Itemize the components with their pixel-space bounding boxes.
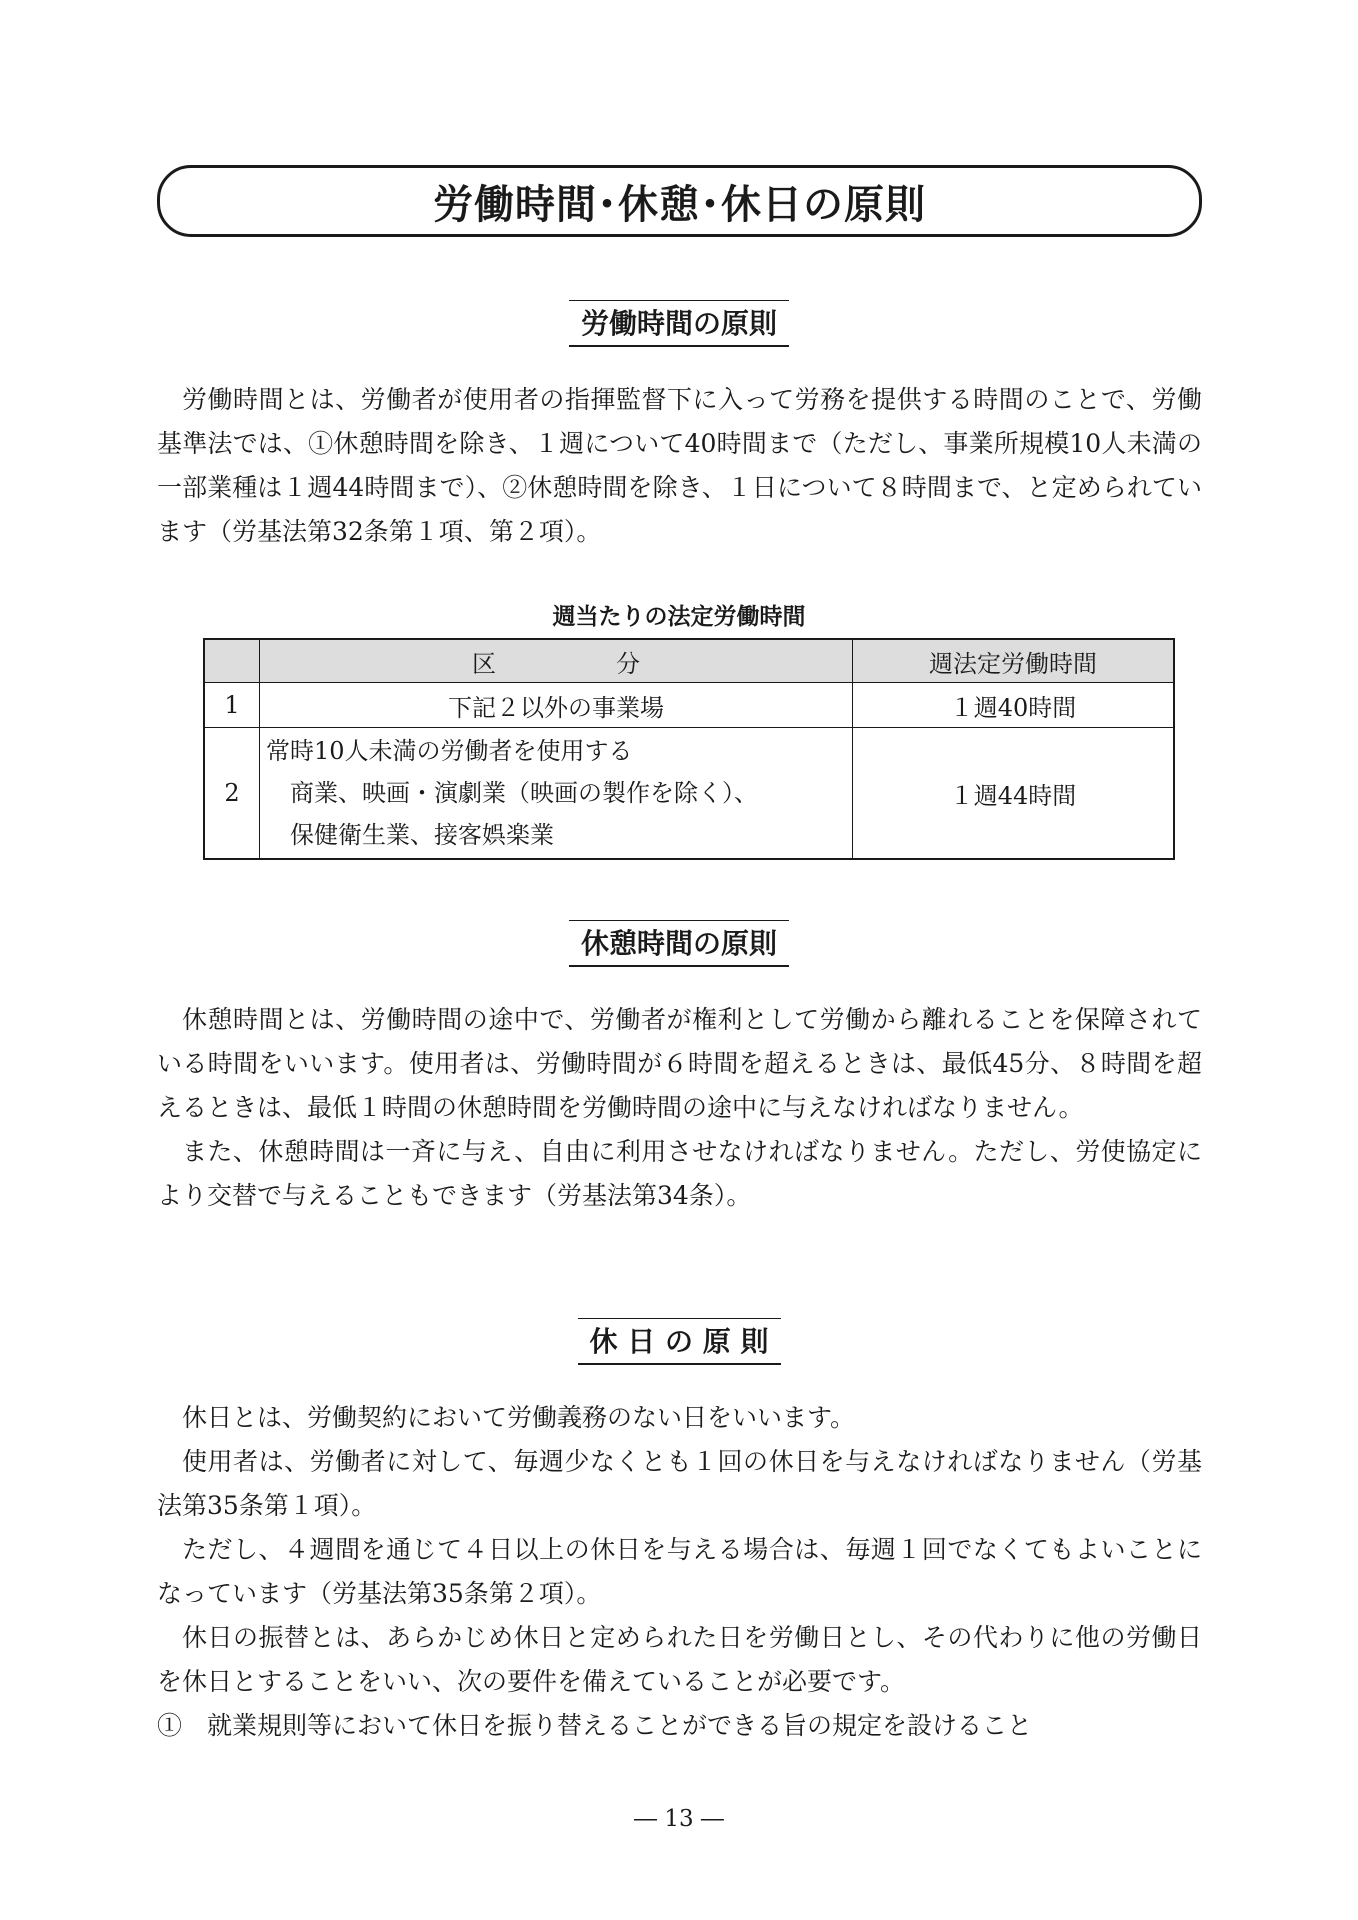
rest-paragraph: また、休憩時間は一斉に与え、自由に利用させなければなりません。ただし、労使協定により交替で与えることもできます（労基法第34条）。 <box>157 1137 1202 1210</box>
working-hours-paragraph: 労働時間とは、労働者が使用者の指揮監督下に入って労務を提供する時間のことで、労働基準法では、①休憩時間を除き、１週について40時間まで（ただし、事業所規模10人未満の一部業種は１週44時間まで）、②休憩時間を除き、１日について８時間まで、と定められています（労基法第32条第１項、第２項）。 <box>157 385 1202 546</box>
holidays-paragraph: 休日の振替とは、あらかじめ休日と定められた日を労働日とし、その代わりに他の労働日を休日とすることをいい、次の要件を備えていることが必要です。 <box>157 1623 1202 1696</box>
section-heading-rest <box>0 920 1358 967</box>
table-cell-num: 1 <box>204 683 260 728</box>
page-title: 労働時間･休憩･休日の原則 <box>433 181 926 228</box>
rest-body <box>157 998 1202 1218</box>
working-hours-body <box>157 378 1202 554</box>
table-header-hours: 週法定労働時間 <box>853 639 1175 683</box>
table-row <box>204 728 1174 860</box>
section-heading-holidays-text: 休 日 の 原 則 <box>578 1318 781 1365</box>
table-header-category: 区 分 <box>260 639 853 683</box>
section-heading-working-hours-text: 労働時間の原則 <box>569 300 789 347</box>
category-line: 常時10人未満の労働者を使用する <box>266 737 633 765</box>
rest-paragraph: 休憩時間とは、労働時間の途中で、労働者が権利として労働から離れることを保障されている時間をいいます。使用者は、労働時間が６時間を超えるときは、最低45分、８時間を超えるときは、最低１時間の休憩時間を労働時間の途中に与えなければなりません。 <box>157 1005 1202 1122</box>
category-line: 商業、映画・演劇業（映画の製作を除く）、 <box>290 779 758 807</box>
holidays-paragraph: 使用者は、労働者に対して、毎週少なくとも１回の休日を与えなければなりません（労基法第35条第１項）。 <box>157 1447 1202 1520</box>
table-header-num <box>204 639 260 683</box>
section-heading-holidays <box>0 1318 1358 1365</box>
table-cell-category <box>260 728 853 860</box>
holidays-paragraph: ただし、４週間を通じて４日以上の休日を与える場合は、毎週１回でなくてもよいことになっています（労基法第35条第２項）。 <box>157 1535 1202 1608</box>
page-number: ― 13 ― <box>634 1806 724 1832</box>
table-row <box>204 683 1174 728</box>
holidays-paragraph: 休日とは、労働契約において労働義務のない日をいいます。 <box>182 1403 856 1432</box>
weekly-hours-table <box>203 638 1175 860</box>
holidays-body <box>157 1396 1202 1748</box>
table-header-row <box>204 639 1174 683</box>
table-cell-num: 2 <box>204 728 260 860</box>
table-cell-hours: １週44時間 <box>853 728 1175 860</box>
section-heading-rest-text: 休憩時間の原則 <box>569 920 789 967</box>
table-cell-hours: １週40時間 <box>853 683 1175 728</box>
category-line: 保健衛生業、接客娯楽業 <box>290 821 554 849</box>
table-cell-category: 下記２以外の事業場 <box>260 683 853 728</box>
table-caption: 週当たりの法定労働時間 <box>552 604 806 630</box>
holidays-requirement-item: ① 就業規則等において休日を振り替えることができる旨の規定を設けること <box>157 1711 1033 1740</box>
section-heading-working-hours <box>0 300 1358 347</box>
title-box <box>157 165 1202 237</box>
